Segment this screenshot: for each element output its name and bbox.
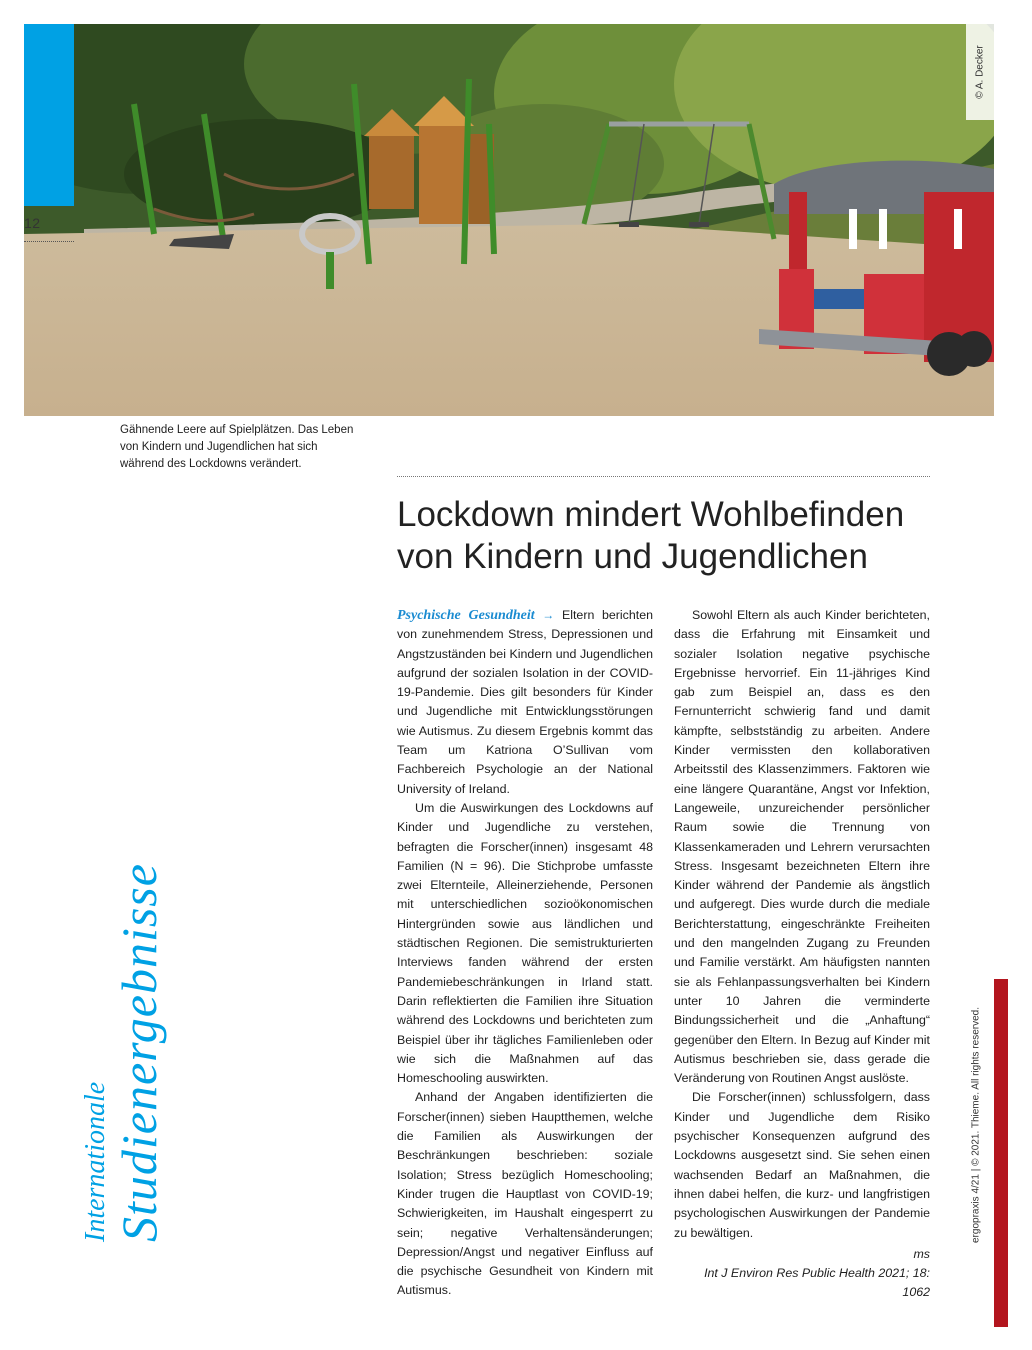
paragraph-1-text: Eltern berichten von zunehmendem Stress, Depressionen und Angstzuständen bei Kindern und Jugendlichen aufgrund der sozialen Isolation in der COVID-19-Pandemie. Dies gilt besonders für Kinder und Jugendliche mit Entwicklungsstörungen wie Autismus. Zu diesem Ergebnis kommt das Team um Katriona O’Sullivan vom Fachbereich Psychologie an der National University of Ireland. [397,608,653,796]
paragraph-1 [397,606,653,799]
section-label-small: Internationale [80,1081,111,1242]
arrow-icon: → [542,608,555,622]
article-column-right [674,606,930,1303]
headline-line-2: von Kindern und Jugendlichen [397,537,868,576]
footer-copyright [966,1006,986,1244]
article-kicker: Psychische Gesundheit [397,608,535,623]
paragraph-3: Anhand der Angaben identifizierten die Forscher(innen) sieben Hauptthemen, welche die Familien als Auswirkungen der Beschränkungen beschrieben: soziale Isolation; Stress bezüglich Homeschooling; Kinder trugen die Hauptlast von COVID-19; Schwierigkeiten, im Haushalt eingesperrt zu sein; negative Verhaltensänderungen; Depression/Angst und negativer Einfluss auf die psychische Gesundheit von Kindern mit Autismus. [397,1090,653,1298]
paragraph-4: Sowohl Eltern als auch Kinder berichteten, dass die Erfahrung mit Einsamkeit und sozialer Isolation negative psychische Ergebnisse hervorrief. Ein 11-jähriges Kind gab zum Beispiel an, dass es den Fernunterricht schwierig fand und damit kämpfte, selbstständig zu arbeiten. Andere Kinder vermissten den kollaborativen Arbeitsstil des Klassenzimmers. Faktoren wie eine längere Quarantäne, Angst vor Infektion, Langeweile, unzureichender persönlicher Raum sowie die Trennung von Klassenkameraden und Lehrern verursachten Stress. Insgesamt bezeichneten Eltern ihre Kinder während der Pandemie als ängstlich und aufgeregt. Dies wurde durch die mediale Berichterstattung, eingeschränkte Freiheiten und den mangelnden Zugang zu Freunden und Familie verstärkt. Am häufigsten nannten sie als Fehlanpassungsverhalten bei Kindern unter 10 Jahren die verminderte Bindungssicherheit und die „Anhaftung“ gegenüber den Eltern. In Bezug auf Kinder mit Autismus beschrieben sie, dass gerade die Veränderung von Routinen Angst auslöste. [674,608,930,1086]
article-headline [397,494,937,578]
red-side-bar [994,979,1008,1327]
playground-photo [24,24,994,416]
author-initials: ms [913,1246,930,1261]
accent-bar [24,24,74,206]
article-column-left [397,606,653,1301]
page-number: 12 [24,215,41,231]
page-number-rule [24,241,74,242]
paragraph-2: Um die Auswirkungen des Lockdowns auf Kinder und Jugendliche zu verstehen, befragten die Forscher(innen) insgesamt 48 Familien (N = 96). Die Stichprobe umfasste zwei Elternteile, Alleinerziehende, Personen mit unterschiedlichen sozioökonomischen Hintergründen sowie aus ländlichen und städtischen Regionen. Die semistrukturierten Interviews fanden während der ersten Pandemiebeschränkungen in Irland statt. Darin reflektierten die Familien ihre Situation während des Lockdowns und berichteten zum Beispiel über ihr tägliches Familienleben oder wie sich die Maßnahmen auf das Homeschooling auswirkten. [397,800,653,1086]
photo-credit-text: © A. Decker [974,45,986,99]
headline-line-1: Lockdown mindert Wohlbefinden [397,495,905,534]
section-label-big: Studienergebnisse [111,863,167,1242]
dotted-rule [397,476,930,477]
footer-copyright-text: ergopraxis 4/21 | © 2021. Thieme. All rights reserved. [970,1006,982,1244]
source-citation: Int J Environ Res Public Health 2021; 18: 1062 [704,1266,930,1300]
photo-caption: Gähnende Leere auf Spielplätzen. Das Leben von Kindern und Jugendlichen hat sich während des Lockdowns verändert. [120,424,354,470]
photo-credit [966,24,994,120]
paragraph-5: Die Forscher(innen) schlussfolgern, dass Kinder und Jugendliche dem Risiko psychischer Konsequenzen aufgrund des Lockdowns ausgesetzt sind. Sie sehen einen wachsenden Bedarf an Maßnahmen, die ihnen dabei helfen, die kurz- und langfristigen psychologischen Auswirkungen der Pandemie zu bewältigen. [674,1090,930,1240]
